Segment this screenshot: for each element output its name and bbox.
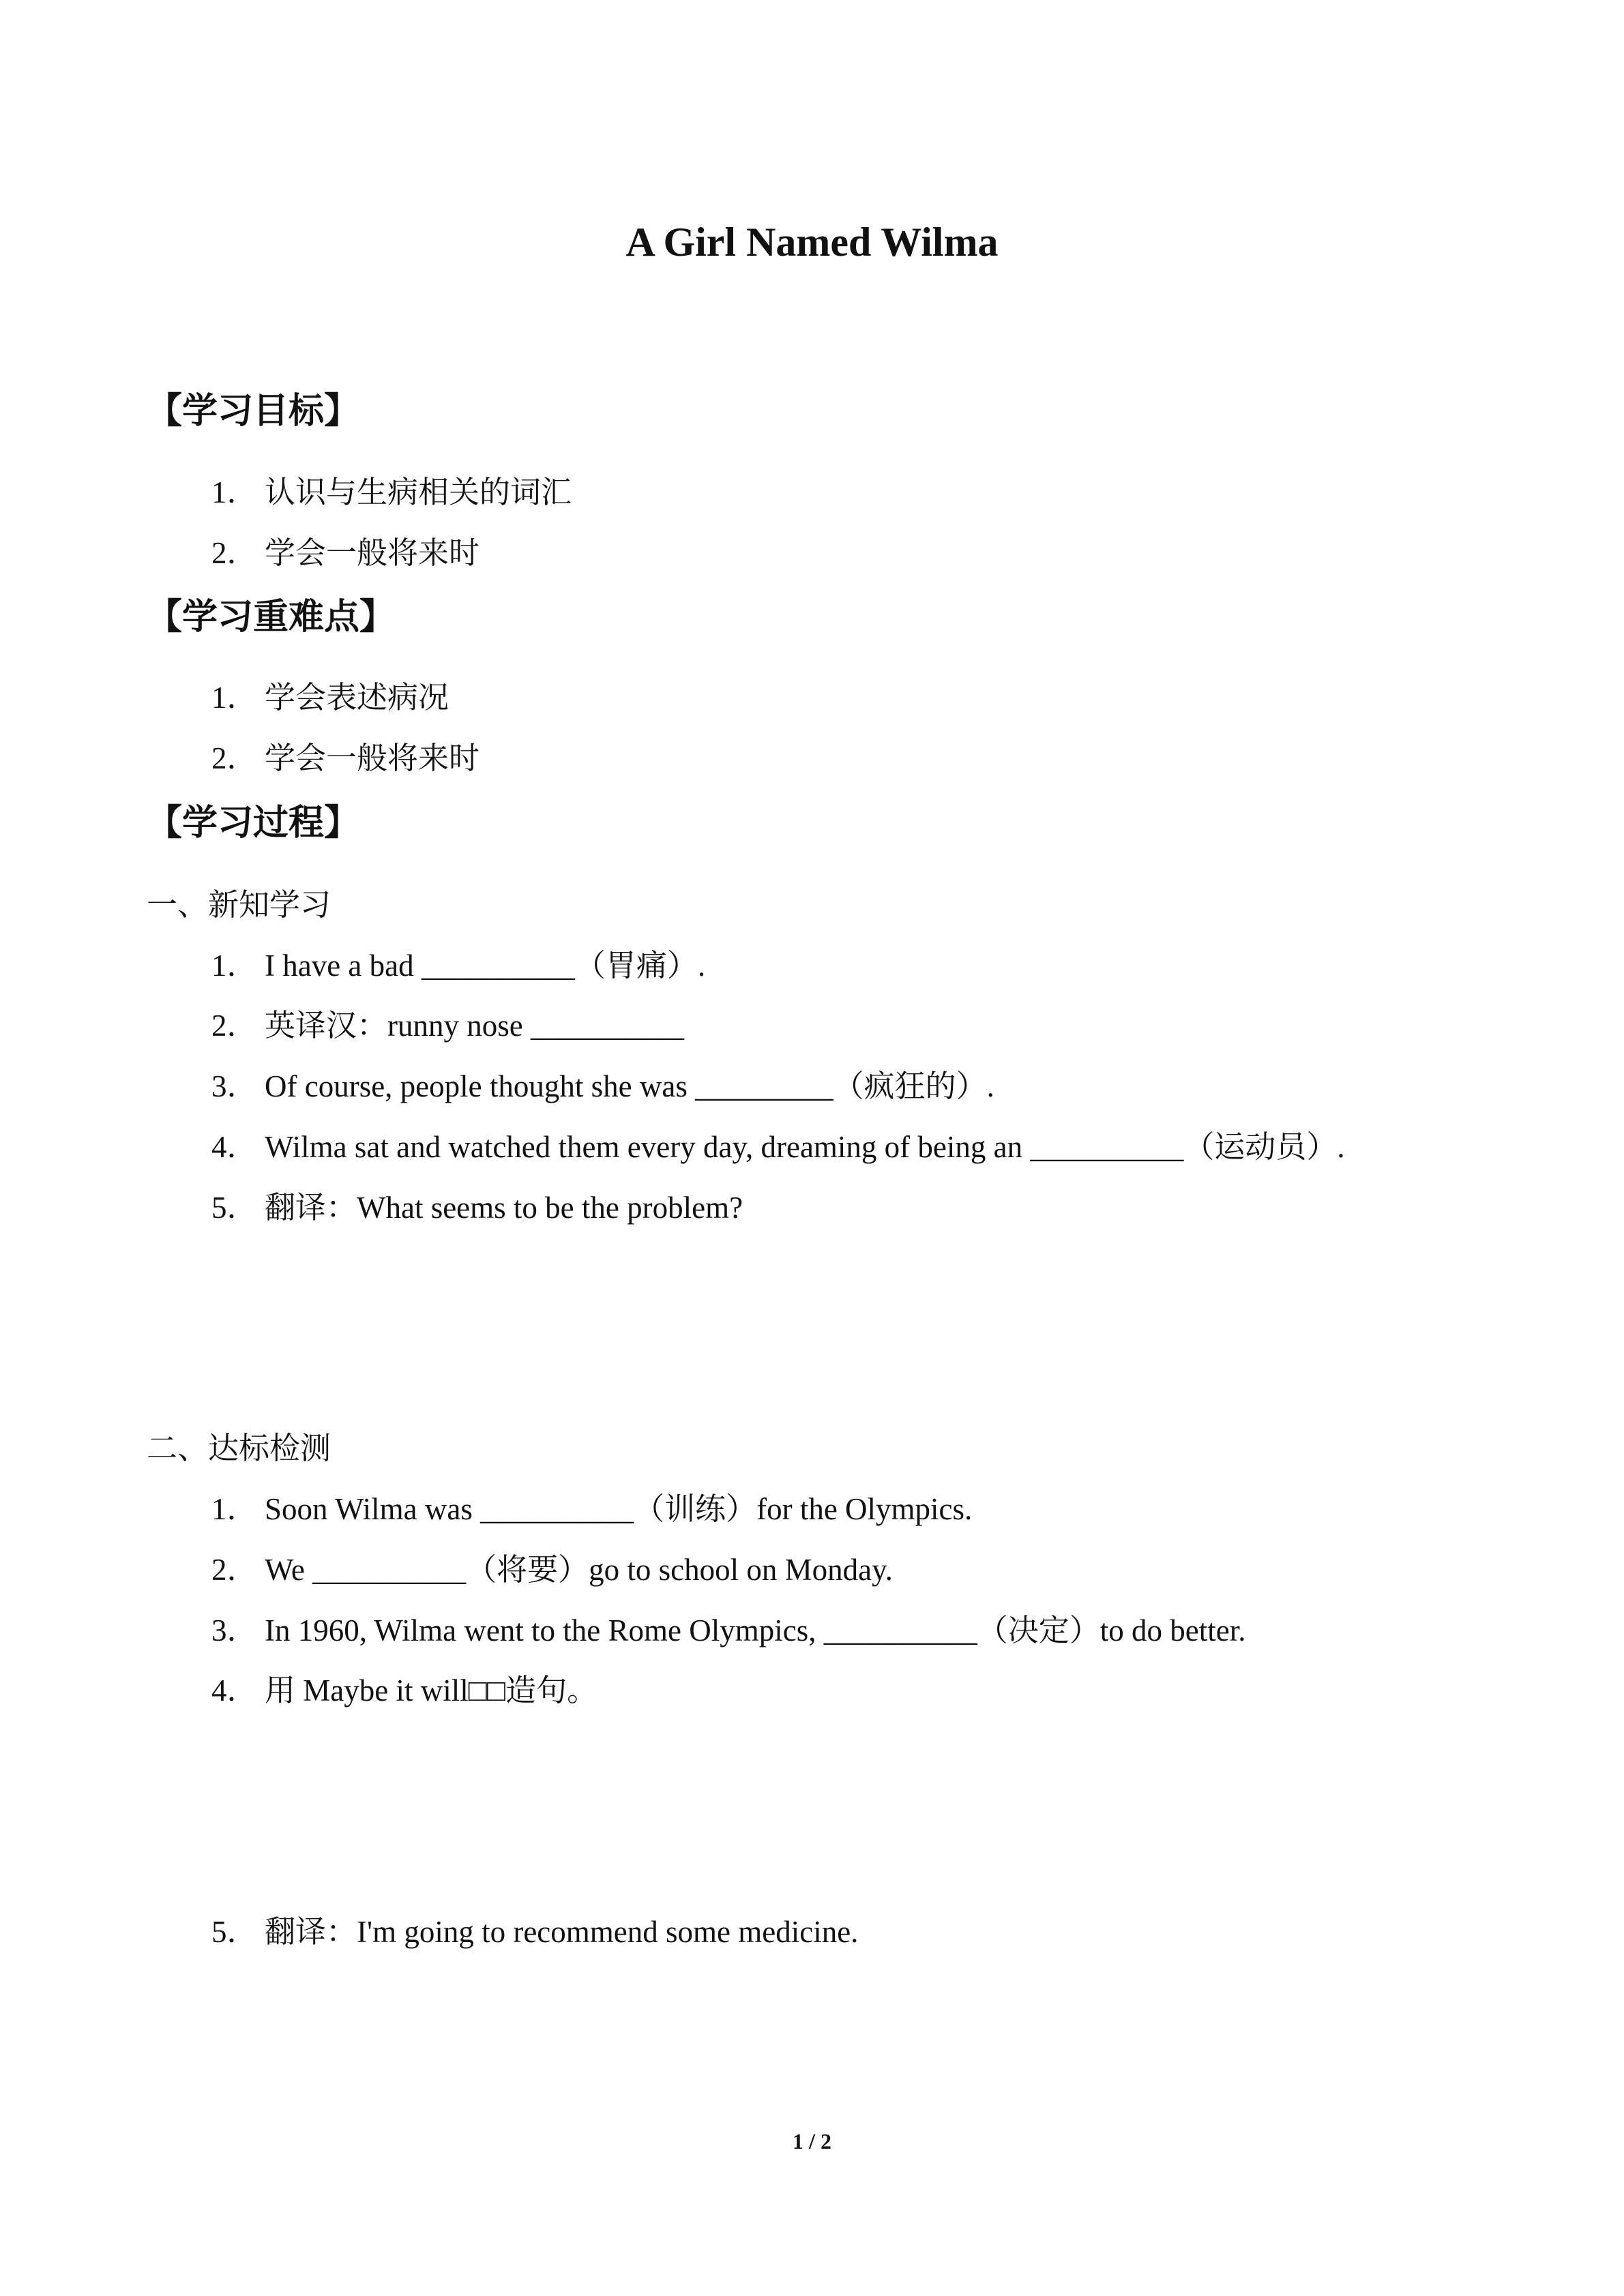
item-number: 5．	[211, 1915, 258, 1949]
assessment-item-3	[211, 1610, 1245, 1651]
item-number: 4．	[211, 1673, 258, 1708]
section-heading-process: 【学习过程】	[147, 803, 360, 844]
item-text: We __________（将要）go to school on Monday.	[265, 1553, 893, 1587]
item-number: 4．	[211, 1130, 258, 1164]
item-text: 学会一般将来时	[265, 741, 480, 775]
key-point-item-2	[211, 738, 479, 779]
exercise-item-5	[211, 1187, 743, 1228]
exercise-item-3	[211, 1066, 994, 1107]
item-number: 1．	[211, 681, 258, 715]
key-point-item-1	[211, 677, 449, 718]
item-number: 5．	[211, 1191, 258, 1225]
item-text: 英译汉：runny nose __________	[265, 1009, 684, 1043]
item-text: 翻译：I'm going to recommend some medicine.	[265, 1915, 859, 1949]
exercise-item-1	[211, 945, 705, 986]
item-text: I have a bad __________（胃痛）.	[265, 949, 706, 983]
goal-item-2	[211, 533, 479, 573]
item-text: 用 Maybe it will□□造句。	[265, 1673, 598, 1708]
item-text: In 1960, Wilma went to the Rome Olympics, __________（决定）to do better.	[265, 1613, 1246, 1648]
item-text: 学会一般将来时	[265, 536, 480, 570]
assessment-item-1	[211, 1489, 972, 1530]
item-number: 3．	[211, 1069, 258, 1103]
item-text: Of course, people thought she was _________（疯狂的）.	[265, 1069, 994, 1103]
item-text: 学会表述病况	[265, 681, 449, 715]
page-number: 1 / 2	[793, 2129, 831, 2153]
item-number: 3．	[211, 1613, 258, 1648]
item-number: 1．	[211, 949, 258, 983]
item-text: Wilma sat and watched them every day, dreaming of being an __________（运动员）.	[265, 1130, 1345, 1164]
item-text: Soon Wilma was __________（训练）for the Olympics.	[265, 1492, 973, 1526]
sub-heading-assessment: 二、达标检测	[147, 1431, 331, 1465]
item-number: 1．	[211, 475, 258, 509]
assessment-item-5	[211, 1911, 858, 1952]
section-heading-key-points: 【学习重难点】	[147, 597, 396, 638]
exercise-item-2	[211, 1005, 684, 1046]
goal-item-1	[211, 472, 572, 513]
item-number: 1．	[211, 1492, 258, 1526]
page-title: A Girl Named Wilma	[625, 220, 999, 265]
item-text: 翻译：What seems to be the problem?	[265, 1191, 743, 1225]
exercise-item-4	[211, 1127, 1345, 1167]
item-number: 2．	[211, 1009, 258, 1043]
item-number: 2．	[211, 1553, 258, 1587]
item-number: 2．	[211, 741, 258, 775]
assessment-item-2	[211, 1549, 893, 1590]
assessment-item-4	[211, 1670, 597, 1711]
sub-heading-new-knowledge: 一、新知学习	[147, 888, 331, 922]
item-text: 认识与生病相关的词汇	[265, 475, 572, 509]
item-number: 2．	[211, 536, 258, 570]
section-heading-goals: 【学习目标】	[147, 391, 360, 432]
